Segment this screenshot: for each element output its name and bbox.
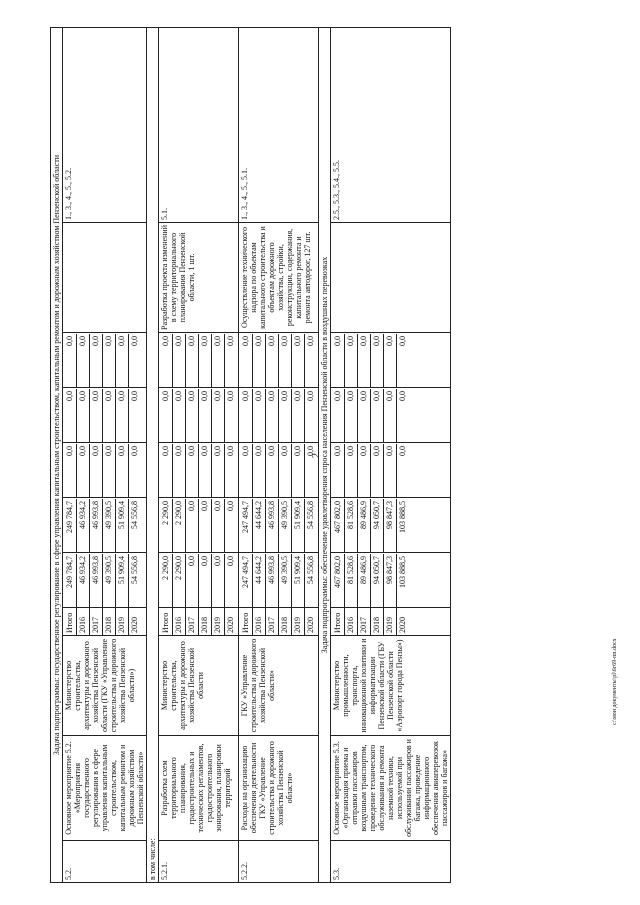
- value-cell: 0,0: [116, 389, 129, 442]
- value-cell: 94 050,7: [371, 554, 384, 607]
- value-column: [331, 498, 451, 553]
- expected-result: [331, 223, 451, 333]
- value-cell: 54 556,8: [306, 556, 315, 584]
- value-cell: 2017: [358, 608, 371, 635]
- value-cell: 0,0: [332, 444, 345, 497]
- value-cell: 0,0: [345, 334, 358, 387]
- measure-name: Основное мероприятие 5.2. «Мероприятия государственного регулирования в сфере управления капитальным строительством, капитальным ремонтом и дорожным хозяйством Пензенской области»: [63, 736, 147, 841]
- executor: ГКУ «Управление строительства и дорожного хозяйства Пензенской области»: [239, 636, 319, 736]
- value-cell: 0,0: [240, 389, 253, 442]
- value-column: [239, 333, 319, 388]
- value-cell: 51 909,4: [292, 554, 305, 607]
- value-cell: 49 390,5: [279, 499, 292, 552]
- value-cell: 0,0: [332, 389, 345, 442]
- value-cell: 2019: [292, 608, 305, 635]
- measure-name: Основное мероприятие 5.3. «Организация приема и отправки пассажиров воздушным транспортом, проведение технического обслуживания и ремонта наземной техники, используемой при обслуживании пассажиров и багажа, проведение информационного обеспечения авиаперевозок пассажиров и багажа»: [331, 736, 451, 841]
- value-cell: 467 802,0: [332, 554, 345, 607]
- executor: Министерство промышленности, транспорта, инновационной политики и информатизации Пензенской области (ГБУ Пензенской области «Аэропорт города Пензы»): [331, 636, 451, 736]
- value-cell: 46 934,2: [77, 554, 90, 607]
- value-cell: 49 390,5: [103, 554, 116, 607]
- value-cell: 89 486,9: [358, 554, 371, 607]
- value-cell: 0,0: [90, 389, 103, 442]
- value-cell: 0,0: [130, 446, 139, 456]
- rotated-table-sheet: [50, 28, 595, 883]
- value-cell: 0,0: [358, 334, 371, 387]
- value-cell: 46 993,8: [266, 499, 279, 552]
- value-cell: 0,0: [64, 334, 77, 387]
- row-number: 5.2.: [63, 841, 147, 883]
- measure-name: Расходы на организацию обеспечения деятельности ГКУ «Управление строительства и дорожного хозяйства Пензенской области»: [239, 736, 319, 841]
- indicator-link: 5.1.: [159, 28, 239, 223]
- value-column: [331, 553, 451, 608]
- value-cell: 0,0: [199, 389, 212, 442]
- value-cell: 2020: [398, 617, 407, 633]
- expected-result: Разработка проекта изменений в схему территориального планирования Пензенской области, 1 шт.: [159, 223, 239, 333]
- value-cell: 2019: [212, 608, 225, 635]
- value-cell: 81 528,6: [345, 554, 358, 607]
- value-cell: 0,0: [384, 334, 397, 387]
- value-column: [159, 498, 239, 553]
- executor: Министерство строительства, архитектуры и дорожного хозяйства Пензенской области: [159, 636, 239, 736]
- value-cell: Итого: [332, 608, 345, 635]
- value-cell: 46 993,8: [90, 499, 103, 552]
- value-cell: 0,0: [199, 334, 212, 387]
- value-cell: 0,0: [240, 334, 253, 387]
- value-cell: 0,0: [306, 336, 315, 346]
- value-cell: 0,0: [199, 554, 212, 607]
- value-cell: 0,0: [306, 446, 315, 456]
- value-cell: 0,0: [130, 391, 139, 401]
- value-cell: 0,0: [90, 334, 103, 387]
- in-that-number-label: в том числе:: [147, 28, 159, 883]
- value-cell: 2017: [266, 608, 279, 635]
- indicator-link: 2.5., 5.3., 5.4., 5.5.: [331, 28, 451, 223]
- value-cell: 0,0: [371, 334, 384, 387]
- value-cell: 0,0: [279, 334, 292, 387]
- value-cell: 0,0: [292, 334, 305, 387]
- value-cell: 0,0: [64, 389, 77, 442]
- table-row: [159, 28, 239, 883]
- value-column: [239, 498, 319, 553]
- value-cell: 0,0: [398, 391, 407, 401]
- value-cell: 0,0: [253, 444, 266, 497]
- value-cell: 0,0: [279, 389, 292, 442]
- task-heading-1: Задача подпрограммы: государственное регулирование в сфере управления капитальным строительством, капитальным ремонтом и дорожным хозяйством Пензенской области: [51, 28, 63, 883]
- value-cell: 249 784,7: [64, 554, 77, 607]
- value-cell: 2020: [306, 617, 315, 633]
- value-cell: 94 050,7: [371, 499, 384, 552]
- value-column: [331, 608, 451, 636]
- value-cell: 0,0: [345, 444, 358, 497]
- value-cell: 0,0: [199, 444, 212, 497]
- table-row: [63, 28, 147, 883]
- value-cell: 0,0: [212, 554, 225, 607]
- value-cell: 103 888,5: [398, 501, 407, 533]
- value-column: [159, 333, 239, 388]
- value-cell: 0,0: [226, 501, 235, 511]
- value-column: [239, 388, 319, 443]
- value-cell: 0,0: [384, 444, 397, 497]
- value-cell: 0,0: [292, 389, 305, 442]
- value-cell: 0,0: [186, 499, 199, 552]
- value-column: [331, 443, 451, 498]
- value-cell: 2020: [226, 617, 235, 633]
- value-cell: 0,0: [279, 444, 292, 497]
- value-cell: 247 494,7: [240, 499, 253, 552]
- value-cell: 0,0: [160, 389, 173, 442]
- value-cell: 0,0: [103, 444, 116, 497]
- value-cell: 0,0: [266, 334, 279, 387]
- value-cell: 0,0: [77, 389, 90, 442]
- value-cell: 0,0: [306, 391, 315, 401]
- value-cell: 103 888,5: [398, 556, 407, 588]
- value-cell: 46 993,8: [90, 554, 103, 607]
- value-column: [331, 388, 451, 443]
- value-cell: 0,0: [212, 499, 225, 552]
- row-number: 5.2.1.: [159, 841, 239, 883]
- expected-result: Осуществление технического надзора по объектам капитального строительства и объектам дорожного хозяйства, стройки, реконструкции, содержания, капитального ремонта и ремонта автодорог, 127 шт.: [239, 223, 319, 333]
- value-cell: 0,0: [266, 444, 279, 497]
- value-cell: 0,0: [212, 334, 225, 387]
- value-cell: 44 644,2: [253, 499, 266, 552]
- value-cell: 2018: [279, 608, 292, 635]
- value-cell: 0,0: [226, 336, 235, 346]
- value-column: [63, 498, 147, 553]
- value-cell: 0,0: [90, 444, 103, 497]
- value-cell: 0,0: [253, 334, 266, 387]
- value-cell: 2 290,0: [160, 499, 173, 552]
- value-cell: 2016: [345, 608, 358, 635]
- value-cell: 0,0: [212, 444, 225, 497]
- value-cell: 2020: [130, 617, 139, 633]
- value-cell: 0,0: [186, 444, 199, 497]
- indicator-link: 1., 3., 4., 5., 5.1.: [239, 28, 319, 223]
- table-row: [239, 28, 319, 883]
- value-cell: Итого: [160, 608, 173, 635]
- value-cell: 0,0: [103, 334, 116, 387]
- value-cell: 51 909,4: [292, 499, 305, 552]
- value-cell: 51 909,4: [116, 499, 129, 552]
- value-cell: 2018: [103, 608, 116, 635]
- value-column: [239, 553, 319, 608]
- expected-result: [63, 223, 147, 333]
- program-table: [50, 27, 451, 883]
- value-cell: 0,0: [384, 389, 397, 442]
- value-cell: 2 290,0: [160, 554, 173, 607]
- value-column: [239, 443, 319, 498]
- page-number: 2: [311, 453, 322, 458]
- file-path-footer: c:\мои документы\pl\6г69-пп.docx: [612, 638, 618, 725]
- value-cell: 98 847,3: [384, 499, 397, 552]
- value-cell: 0,0: [186, 554, 199, 607]
- value-column: [63, 553, 147, 608]
- value-cell: 0,0: [292, 444, 305, 497]
- value-cell: 0,0: [226, 391, 235, 401]
- value-cell: 0,0: [371, 444, 384, 497]
- value-cell: 2016: [253, 608, 266, 635]
- value-cell: 0,0: [212, 389, 225, 442]
- value-cell: 2019: [116, 608, 129, 635]
- value-cell: 2018: [371, 608, 384, 635]
- row-number: 5.2.2.: [239, 841, 319, 883]
- indicator-link: 1., 3., 4., 5., 5.2.: [63, 28, 147, 223]
- value-column: [63, 388, 147, 443]
- row-number: 5.3.: [331, 841, 451, 883]
- value-cell: 249 784,7: [64, 499, 77, 552]
- value-column: [239, 608, 319, 636]
- value-cell: 2 290,0: [173, 499, 186, 552]
- value-cell: 46 934,2: [77, 499, 90, 552]
- value-cell: Итого: [64, 608, 77, 635]
- value-cell: 0,0: [226, 556, 235, 566]
- value-column: [63, 443, 147, 498]
- value-cell: 2016: [77, 608, 90, 635]
- value-cell: 54 556,8: [130, 556, 139, 584]
- value-cell: Итого: [240, 608, 253, 635]
- value-cell: 0,0: [64, 444, 77, 497]
- value-cell: 0,0: [199, 499, 212, 552]
- value-cell: 0,0: [358, 444, 371, 497]
- value-cell: 0,0: [186, 334, 199, 387]
- value-cell: 0,0: [160, 334, 173, 387]
- value-cell: 0,0: [130, 336, 139, 346]
- table-row: [331, 28, 451, 883]
- value-column: [63, 608, 147, 636]
- value-cell: 2019: [384, 608, 397, 635]
- value-cell: 0,0: [371, 389, 384, 442]
- value-cell: 46 993,8: [266, 554, 279, 607]
- value-cell: 0,0: [398, 336, 407, 346]
- value-cell: 0,0: [77, 334, 90, 387]
- value-cell: 54 556,8: [130, 501, 139, 529]
- value-column: [159, 553, 239, 608]
- value-cell: 2016: [173, 608, 186, 635]
- value-cell: 0,0: [173, 334, 186, 387]
- value-cell: 0,0: [173, 444, 186, 497]
- measure-name: Разработка схем территориального планирования, градостроительных и технических регламентов, градостроительного зонирования, планировки территорий: [159, 736, 239, 841]
- value-cell: 98 847,3: [384, 554, 397, 607]
- value-cell: 2 290,0: [173, 554, 186, 607]
- value-cell: 0,0: [226, 446, 235, 456]
- value-cell: 49 390,5: [279, 554, 292, 607]
- task-heading-2: Задача подпрограммы: обеспечение удовлетворения спроса населения Пензенской области в воздушных перевозках: [319, 28, 331, 883]
- value-column: [63, 333, 147, 388]
- value-cell: 44 644,2: [253, 554, 266, 607]
- value-cell: 0,0: [186, 389, 199, 442]
- value-cell: 0,0: [398, 446, 407, 456]
- value-cell: 0,0: [173, 389, 186, 442]
- value-cell: 0,0: [116, 444, 129, 497]
- value-column: [159, 608, 239, 636]
- value-cell: 0,0: [103, 389, 116, 442]
- value-column: [159, 443, 239, 498]
- value-cell: 49 390,5: [103, 499, 116, 552]
- value-cell: 0,0: [240, 444, 253, 497]
- value-cell: 467 802,0: [332, 499, 345, 552]
- value-cell: 247 494,7: [240, 554, 253, 607]
- value-cell: 0,0: [160, 444, 173, 497]
- value-cell: 0,0: [358, 389, 371, 442]
- value-cell: 0,0: [332, 334, 345, 387]
- value-column: [159, 388, 239, 443]
- value-cell: 0,0: [77, 444, 90, 497]
- value-cell: 2017: [90, 608, 103, 635]
- value-cell: 51 909,4: [116, 554, 129, 607]
- value-cell: 0,0: [266, 389, 279, 442]
- executor: Министерство строительства, архитектуры и дорожного хозяйства Пензенской области (ГКУ «Управление строительства и дорожного хозяйства Пензенской области»): [63, 636, 147, 736]
- value-column: [331, 333, 451, 388]
- value-cell: 0,0: [253, 389, 266, 442]
- value-cell: 89 486,9: [358, 499, 371, 552]
- value-cell: 2018: [199, 608, 212, 635]
- value-cell: 0,0: [345, 389, 358, 442]
- value-cell: 0,0: [116, 334, 129, 387]
- value-cell: 81 528,6: [345, 499, 358, 552]
- value-cell: 54 556,8: [306, 501, 315, 529]
- value-cell: 2017: [186, 608, 199, 635]
